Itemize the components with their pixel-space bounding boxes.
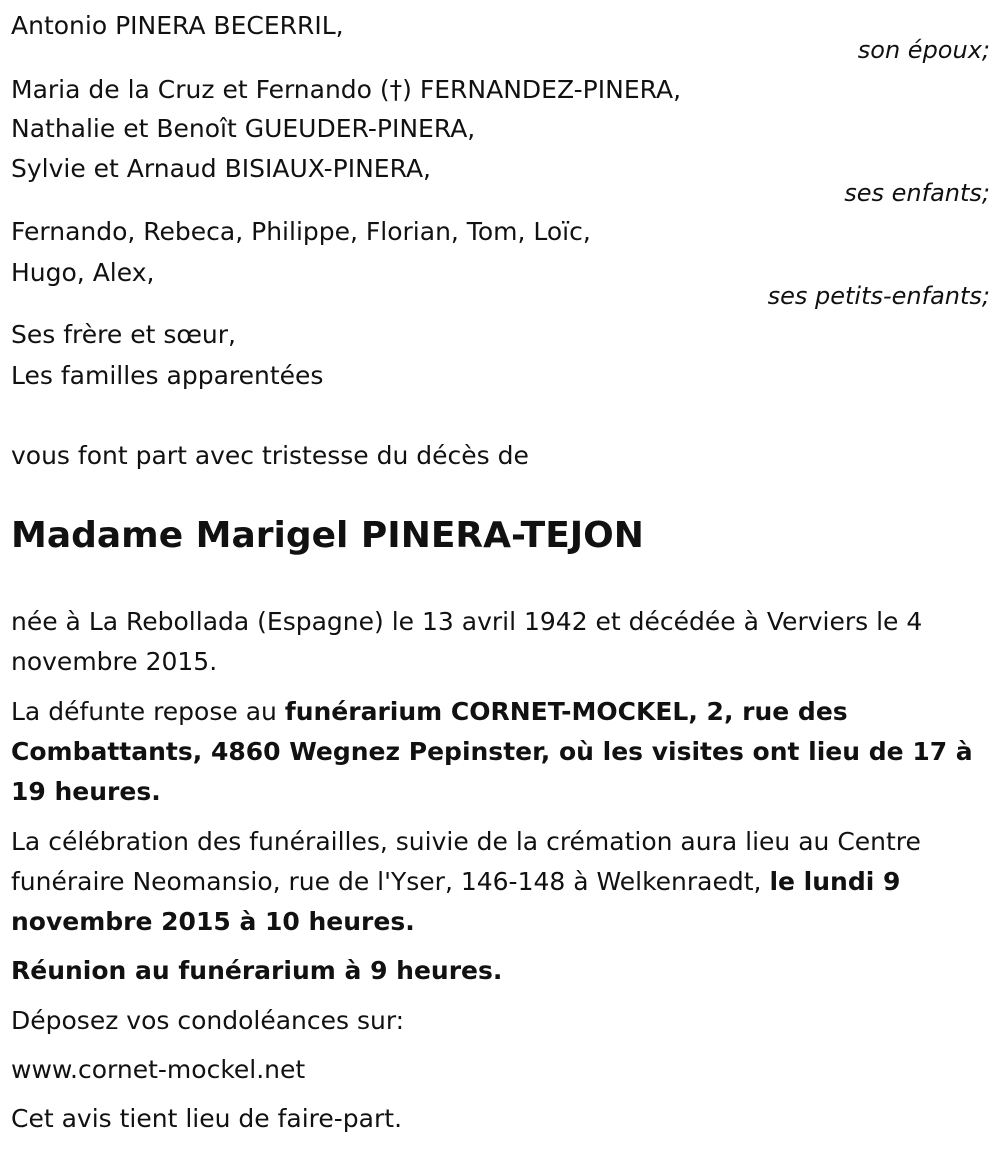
grandchildren-role: ses petits-enfants; <box>767 282 990 310</box>
website-link[interactable]: www.cornet-mockel.net <box>11 1055 306 1084</box>
deceased-name: Madame Marigel PINERA-TEJON <box>11 515 644 556</box>
family-line: Ses frère et sœur, <box>11 320 236 349</box>
viewing-paragraph <box>11 692 991 812</box>
meeting-text: Réunion au funérarium à 9 heures. <box>11 956 503 985</box>
viewing-prefix: La défunte repose au <box>11 697 285 726</box>
child-line: Sylvie et Arnaud BISIAUX-PINERA, <box>11 154 431 183</box>
birth-death-text: née à La Rebollada (Espagne) le 13 avril 1942 et décédée à Verviers le 4 novembre 2015. <box>11 607 923 676</box>
funeral-datetime: le lundi 9 novembre 2015 à 10 heures. <box>11 867 901 936</box>
condolences-label: Déposez vos condoléances sur: <box>11 1006 405 1035</box>
spouse-name: Antonio PINERA BECERRIL, <box>11 11 344 40</box>
announcement-text: vous font part avec tristesse du décès de <box>11 441 529 470</box>
family-line: Les familles apparentées <box>11 361 324 390</box>
closing-text: Cet avis tient lieu de faire-part. <box>11 1104 403 1133</box>
grandchildren-line: Hugo, Alex, <box>11 258 155 287</box>
grandchildren-line: Fernando, Rebeca, Philippe, Florian, Tom, Loïc, <box>11 217 591 246</box>
spouse-role: son époux; <box>857 36 990 64</box>
child-line: Nathalie et Benoît GUEUDER-PINERA, <box>11 114 476 143</box>
children-role: ses enfants; <box>844 179 990 207</box>
viewing-details: funérarium CORNET-MOCKEL, 2, rue des Combattants, 4860 Wegnez Pepinster, où les visites ont lieu de 17 à 19 heures. <box>11 697 973 806</box>
child-line: Maria de la Cruz et Fernando (†) FERNANDEZ-PINERA, <box>11 75 682 104</box>
funeral-paragraph <box>11 822 991 942</box>
funeral-text: La célébration des funérailles, suivie de la crémation aura lieu au Centre funéraire Neomansio, rue de l'Yser, 146-148 à Welkenraedt, <box>11 827 921 896</box>
